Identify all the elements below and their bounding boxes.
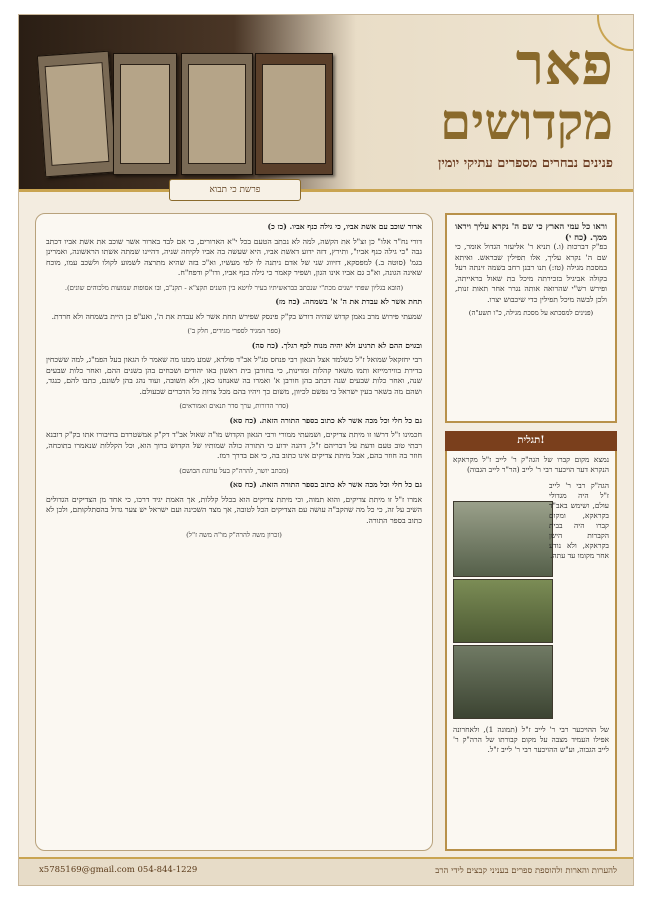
section-heading: גם כל חלי וכל מכה אשר לא כתוב בספר התורה הזאת. (כח סא)	[229, 415, 422, 425]
contact-info: x5785169@gmail.com 054-844-1229	[39, 865, 198, 875]
book-image	[113, 53, 177, 175]
section-body: שמעתי פירוש מרב נאמן קדוש שהיה דורש בק"ק פינסק שפירש תחת אשר לא עבדת את ה', ואע"פ כן היית בשמחה ולא חרדת.	[51, 311, 422, 321]
gravestone-photo	[453, 579, 553, 643]
title-block	[323, 30, 613, 171]
discovery-text: הגה"ק רבי ר' לייב ז"ל היה מגדולי עולם, ושימש באב"ד בקראקא, ומקום קברו היה בבית הקברות הישן בקראקא, ולא נודע אחר מקומו עד עתה.	[549, 481, 609, 560]
book-image	[255, 53, 333, 175]
page-frame	[18, 14, 634, 886]
photo-stack	[453, 481, 551, 721]
side-box-torah	[445, 213, 617, 423]
section-source: (זכרון משה להרה"ק מו"ה משה ז"ל)	[186, 531, 282, 539]
header-banner	[19, 15, 633, 190]
old-books-image	[41, 53, 341, 173]
section-source: (ספר המגיד לספרי מגידים, חלק ב')	[187, 327, 281, 335]
side-box-body: בפ"ק דברכות (ו.) תניא ר' אליעזר הגדול אומר, כי שם ה' נקרא עליך, אלו תפילין שבראש. ואיתא במסכת מגילה (טז:) תנו רבנן רחב בשמה זינתה רעל בקולה אביגיל בזכירתה מיכל בת שאול בראייתה, ופירש רש"י שהרואה אותה נגרר אחר תאות זנות, ולכן לבשה מיכל תפילין כדי שיכבוש יצרו.	[455, 242, 607, 304]
side-box-discovery	[445, 451, 617, 851]
section-source: (מכתב יושר, להרה"ק בעל ערוגת הבושם)	[179, 466, 289, 475]
section-source: (סדר הדורות, ערך סדר תנאים ואמוראים)	[179, 402, 289, 410]
section-source: (הובא בגליון שפתי ישנים מכת"י שנכתב כבראשיתיו בעיר לויטא בין השנים תקצ"א - תקנ"ב, ובו אסופות שמועות מלכוהים שונים).	[64, 283, 404, 292]
section-body: רבי יחזקאל שמואל ז"ל כשלמד אצל הגאון רבי פנחס סג"ל אב"ד פולדא, שמע ממנו מה שאמר לו הגאון בעל הפמ"ג, למה ששכחין בדירת בווירמייזא ותמו משאר קהלות ומדינות, כי בחורבן בית ראשון באו יהודים ושכחים בהן בשנים ההם, ואחר כלות שבעים שנה, ואחר כלות שבעים שנה דכתב בהן חורבן א' ואמרו בה שאנחנו כאן, ולא תשובה, ועוד נהג בהן לשונם, כתבו להם, כנגד, ושהם מה בשאר בעין ישראל כי נפשם לכיוון, משום כך ויהיו בהם מכל צרות כל הדברים שבעולם.	[46, 355, 422, 396]
book-image	[181, 53, 253, 175]
side-box-source: (פנינים למסכתא על מסכת מגילה, כ"ו תשע"ה)	[468, 309, 594, 317]
section-heading: גם כל חלי וכל מכה אשר לא כתוב בספר התורה הזאת. (כח סא)	[229, 480, 422, 489]
section-heading: ארור שוכב עם אשת אביו, כי גילה כנף אביו. (כז כ)	[267, 222, 422, 231]
book-image	[37, 51, 117, 178]
footer-bar	[19, 857, 633, 886]
side-box-heading: וראו כל עמי הארץ כי שם ה' נקרא עליך ויראו ממך. (כח י)	[455, 221, 607, 242]
parasha-label: פרשת כי תבוא	[169, 179, 301, 201]
gravestone-photo	[453, 501, 553, 577]
discovery-middle	[453, 481, 609, 721]
section-heading: תחת אשר לא עבדת את ה' א' בשמחה. (כח מז)	[275, 297, 422, 306]
side-column	[445, 213, 617, 851]
subtitle: פנינים נבחרים מספרים עתיקי יומין	[438, 156, 613, 171]
divider	[19, 189, 633, 192]
footer-note: להערות והארות ולהוספת ספרים בעניני קבצים לידי הרב	[435, 866, 617, 876]
main-column	[35, 213, 433, 851]
title-line-2: מקדושים	[440, 92, 613, 151]
discovery-intro: נמצא מקום קברו של הגה"ק ר' לייב ז"ל מקראקא הנקרא דער הויכער רבי ר' לייב (הר"ר לייב הגבוה)	[453, 455, 609, 474]
section-heading: ובגוים ההם לא תרגיע ולא יהיה מנוח לכף רגלך. (כח סה)	[251, 340, 422, 350]
discovery-tag: תגלית!	[445, 431, 617, 451]
discovery-conclusion: של ההויכער רבי ר' לייב ז"ל (תמונה 1), ולאחרונה אפילו העמיד מצבה על מקום קבורתו של הרה"ק ר' לייב הגבוה, וע"ש ההויכער רבי ר' לייב ז"ל.	[453, 725, 610, 754]
section-body: חכמינו ז"ל דרשו זו מיתת צדיקים, ושמעתי ממורי ורבי הגאון הקדוש מו"ה שאול אב"ד דק"ק אמשטרדם בחיבורו אתו בק"ק דובנא רבתי טוב טעם ודעת על דבריהם ז"ל, דהנה ידוע כי התורה כולה שמותיו של הקדוש ברוך הוא, וכל הקללות שנאמרו בתוכחה, חוזר בה חוזר בהם, אבל מיתת צדיקים אינו כתוב בה, כי אם בדרך רמז.	[46, 430, 422, 460]
cemetery-photo	[453, 645, 553, 719]
title-line-1: פאר	[515, 30, 613, 98]
section-body: אמרו ז"ל זו מיתת צדיקים, והוא תמוה, וכי מיתת צדיקים הוא בכלל קללות, אך האמת יגיד דרכו, כי אחד מן הצדיקים הגדולים השיב על זה, כי כל מה שהקב"ה עושה עם הצדיקים הכל לטובה, אך מצד השכינה ועם ישראל יש צער גדול בהסתלקותם, ולכן לא כתוב בספר התורה.	[46, 494, 422, 525]
section-body: דורי נח"ר אלו" כן זצ"ל את הקשה, למה לא נכתב הטעם בכל י"א הארורים, כי אם לבד בארור אשר שוכב את אשת אביו דכתב גבה "כי גילה כנף אביו", ותירץ, דזה ידוע דאשת אביו, היא שעשה בה אביו לקיחה שניה, דהיינו שמתה אשתו הראשונה, ואמרינן בגמ' (סוטה ב.) למפסקא, דזיווג שני של אדם ניתנה לו לפי מעשיו, וא"כ בזה שהיא מתרצה לשמוע לקולו ולשכב עמו, מוכח שאינה הגונה, וא"כ גם אביו אינו הגון, ושפיר קאמר כי גילה כנף אביו, ודו"ק ודפח"ח.	[46, 236, 422, 277]
